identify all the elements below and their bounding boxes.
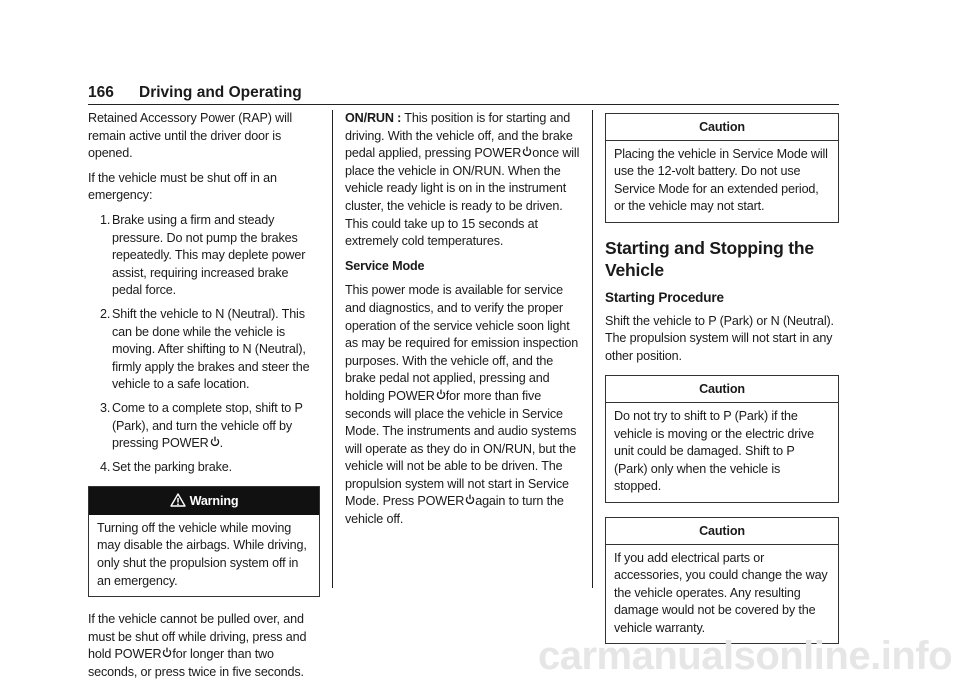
power-button-icon bbox=[466, 496, 474, 504]
column-middle bbox=[345, 110, 580, 536]
page-number: 166 bbox=[88, 84, 114, 101]
warning-title-text: Warning bbox=[189, 494, 239, 509]
warning-triangle-icon bbox=[170, 493, 186, 507]
caution-title: Caution bbox=[606, 114, 838, 141]
power-button-icon bbox=[437, 391, 445, 399]
emergency-steps-list bbox=[88, 212, 320, 476]
header-rule bbox=[88, 104, 839, 105]
step-text: Set the parking brake. bbox=[112, 459, 232, 474]
page-header bbox=[88, 82, 839, 106]
paragraph-shutoff-while-driving bbox=[88, 611, 320, 681]
paragraph-service-mode bbox=[345, 282, 580, 528]
caution-title: Caution bbox=[606, 518, 838, 545]
caution-body: Placing the vehicle in Service Mode will use the 12-volt battery. Do not use Service Mode for an extended period, or the vehicle may not start. bbox=[614, 146, 828, 214]
paragraph-emergency-intro: If the vehicle must be shut off in an emergency: bbox=[88, 170, 277, 203]
step-text-end: . bbox=[219, 436, 223, 451]
section-title: Driving and Operating bbox=[139, 84, 302, 101]
caution-title: Caution bbox=[606, 376, 838, 403]
step-number: 1. bbox=[100, 212, 111, 227]
caution-box-accessories bbox=[605, 517, 839, 645]
paragraph-starting-procedure: Shift the vehicle to P (Park) or N (Neutral). The propulsion system will not start in any other position. bbox=[605, 313, 834, 363]
service-text-end: again to turn the vehicle off. bbox=[345, 494, 564, 527]
paragraph-on-run bbox=[345, 110, 580, 251]
power-button-icon bbox=[211, 438, 219, 446]
column-divider-left bbox=[332, 110, 333, 588]
warning-box bbox=[88, 486, 320, 597]
list-item bbox=[88, 400, 320, 453]
list-item bbox=[88, 212, 320, 300]
column-left bbox=[88, 110, 320, 689]
column-divider-right bbox=[592, 110, 593, 588]
paragraph-rap: Retained Accessory Power (RAP) will remain active until the driver door is opened. bbox=[88, 111, 293, 161]
warning-title bbox=[89, 487, 319, 515]
on-run-label: ON/RUN : bbox=[345, 111, 402, 125]
step-text: Brake using a firm and steady pressure. Do not pump the brakes repeatedly. This may deplete power assist, requiring increased brake pedal force. bbox=[112, 212, 306, 298]
on-run-text: This position is for starting and driving. With the vehicle off, and the brake pedal applied, pressing POWER bbox=[345, 111, 573, 161]
caution-box-service-mode bbox=[605, 113, 839, 223]
caution-body: If you add electrical parts or accessories, you could change the way the vehicle operates. Any resulting damage would not be covered by the vehicle warranty. bbox=[614, 550, 828, 635]
caution-body: Do not try to shift to P (Park) if the vehicle is moving or the electric drive unit could be damaged. Shift to P (Park) only when the vehicle is stopped. bbox=[614, 408, 814, 494]
list-item bbox=[88, 459, 320, 477]
power-button-icon bbox=[523, 148, 531, 156]
step-number: 4. bbox=[100, 459, 111, 474]
service-mode-heading: Service Mode bbox=[345, 258, 425, 273]
on-run-text-end: once will place the vehicle in ON/RUN. When the vehicle ready light is on in the instrument cluster, the vehicle is ready to be driven. This could take up to 15 seconds at extremely cold temperatures. bbox=[345, 146, 580, 249]
step-number: 2. bbox=[100, 306, 111, 321]
step-number: 3. bbox=[100, 400, 111, 415]
shutoff-text-end: for longer than two seconds, or press twice in five seconds. bbox=[88, 647, 304, 680]
caution-box-shift bbox=[605, 375, 839, 503]
warning-body: Turning off the vehicle while moving may disable the airbags. While driving, only shut the propulsion system off in an emergency. bbox=[97, 520, 307, 588]
power-button-icon bbox=[163, 649, 171, 657]
column-right bbox=[605, 110, 839, 658]
main-heading: Starting and Stopping the Vehicle bbox=[605, 237, 814, 280]
service-text: This power mode is available for service and diagnostics, and to verify the proper operation of the service vehicle soon light as may be required for emission inspection purposes. With the vehicle off, and the brake pedal not applied, pressing and holding POWER bbox=[345, 283, 579, 403]
sub-heading: Starting Procedure bbox=[605, 289, 724, 305]
step-text: Shift the vehicle to N (Neutral). This can be done while the vehicle is moving. After shifting to N (Neutral), firmly apply the brakes and steer the vehicle to a safe location. bbox=[112, 306, 310, 392]
step-text: Come to a complete stop, shift to P (Park), and turn the vehicle off by pressing POWER bbox=[112, 400, 303, 451]
watermark: carmanualsonline.info bbox=[537, 634, 952, 678]
shutoff-text: If the vehicle cannot be pulled over, and must be shut off while driving, press and hold POWER bbox=[88, 612, 307, 662]
list-item bbox=[88, 306, 320, 394]
service-text-middle: for more than five seconds will place the vehicle in Service Mode. The instruments and audio systems will operate as they do in ON/RUN, but the vehicle will not be able to be driven. The propulsion system will not start in Service Mode. Press POWER bbox=[345, 388, 577, 509]
